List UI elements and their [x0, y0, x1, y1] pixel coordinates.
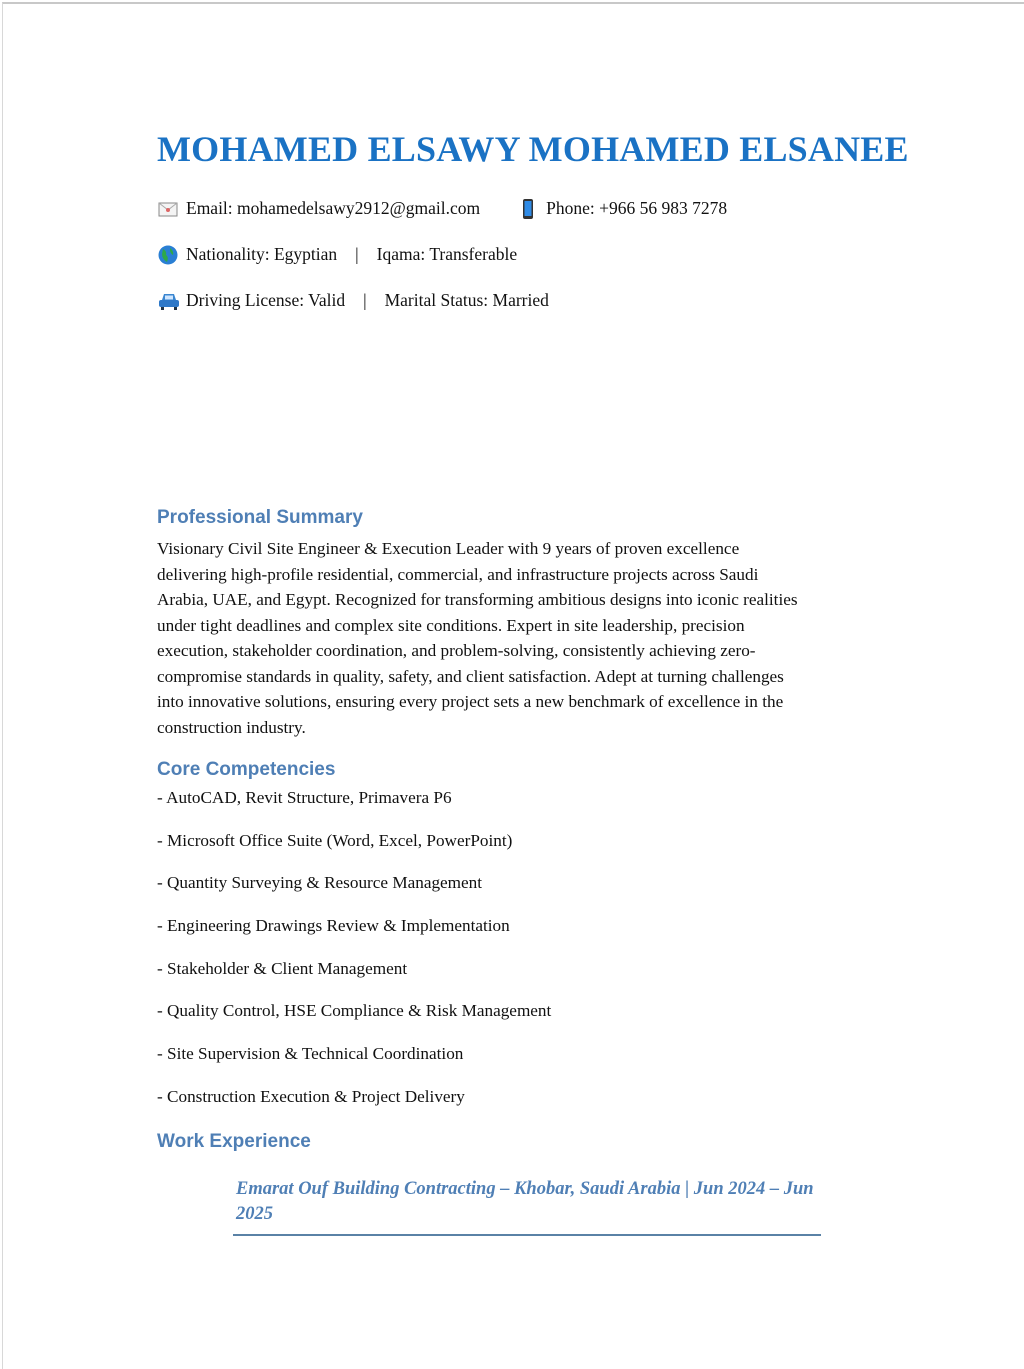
competency-item: - AutoCAD, Revit Structure, Primavera P6: [157, 788, 452, 807]
summary-line: under tight deadlines and complex site conditions. Expert in site leadership, precision: [157, 615, 745, 635]
phone[interactable]: Phone: +966 56 983 7278: [546, 198, 728, 218]
competency-item: - Quantity Surveying & Resource Management: [157, 873, 483, 892]
nationality: Nationality: Egyptian: [186, 244, 338, 264]
section-heading-summary: Professional Summary: [157, 507, 363, 528]
competency-item: - Microsoft Office Suite (Word, Excel, PowerPoint): [157, 831, 513, 850]
job-heading: Emarat Ouf Building Contracting – Khobar, Saudi Arabia | Jun 2024 – Jun 2025: [236, 1179, 814, 1224]
summary-line: execution, stakeholder coordination, and problem-solving, consistently achieving zero-: [157, 641, 756, 660]
candidate-name: MOHAMED ELSAWY MOHAMED ELSANEE: [157, 129, 909, 169]
job-divider: [233, 1234, 821, 1236]
summary-paragraph: [157, 536, 798, 740]
section-heading-experience: Work Experience: [157, 1131, 311, 1152]
iqama: Iqama: Transferable: [376, 244, 518, 264]
summary-line: Arabia, UAE, and Egypt. Recognized for transforming ambitious designs into iconic realities: [157, 590, 798, 609]
summary-line: Visionary Civil Site Engineer & Execution Leader with 9 years of proven excellence: [157, 539, 740, 558]
separator: |: [363, 290, 367, 310]
competency-item: - Site Supervision & Technical Coordination: [157, 1044, 464, 1063]
email[interactable]: Email: mohamedelsawy2912@gmail.com: [186, 198, 481, 218]
contact-row: [158, 198, 727, 219]
summary-line: construction industry.: [157, 717, 306, 737]
section-heading-competencies: Core Competencies: [157, 759, 336, 780]
driving-license: Driving License: Valid: [186, 290, 346, 310]
summary-line: compromise standards in quality, safety, and client satisfaction. Adept at turning challenges: [157, 666, 784, 686]
car-icon: [158, 291, 178, 311]
marital-status: Marital Status: Married: [384, 290, 549, 310]
globe-icon: [158, 245, 178, 265]
mobile-phone-icon: [518, 199, 538, 219]
envelope-icon: [158, 199, 178, 219]
license-row: [158, 290, 549, 311]
competency-item: - Engineering Drawings Review & Implementation: [157, 916, 510, 935]
nationality-row: [158, 244, 517, 265]
competency-item: - Construction Execution & Project Delivery: [157, 1087, 465, 1106]
competency-item: - Stakeholder & Client Management: [157, 959, 408, 978]
competency-item: - Quality Control, HSE Compliance & Risk Management: [157, 1001, 552, 1020]
separator: |: [355, 244, 359, 264]
summary-line: delivering high-profile residential, commercial, and infrastructure projects across Saudi: [157, 564, 759, 584]
summary-line: into innovative solutions, ensuring every project sets a new benchmark of excellence in the: [157, 692, 784, 711]
